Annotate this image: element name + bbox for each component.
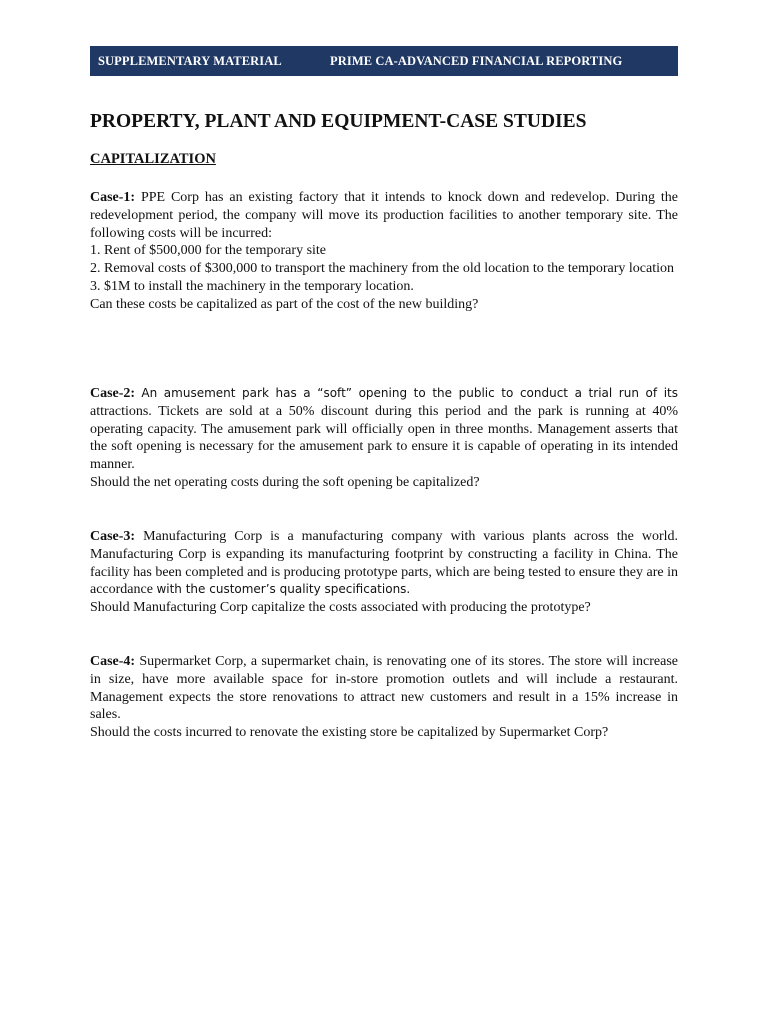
case-1 <box>90 189 678 314</box>
section-heading-capitalization: CAPITALIZATION <box>90 151 216 167</box>
case-3-intro <box>90 528 678 599</box>
case-3-label: Case-3: <box>90 529 136 544</box>
case-2 <box>90 385 678 492</box>
case-1-label: Case-1: <box>90 190 136 205</box>
case-2-label: Case-2: <box>90 386 136 401</box>
case-4-question: Should the costs incurred to renovate the existing store be capitalized by Supermarket Corp? <box>90 725 609 741</box>
case-4-intro <box>90 653 678 724</box>
header-course-label: PRIME CA-ADVANCED FINANCIAL REPORTING <box>330 53 623 68</box>
case-4 <box>90 653 678 742</box>
case-3 <box>90 528 678 617</box>
case-2-intro-rest: attractions. Tickets are sold at a 50% discount during this period and the park is running at 40% operating capacity. The amusement park will officially open in three months. Management asserts that the soft opening is necessary for the amusement park to ensure it is capable of operating in its intended manner. <box>90 403 678 473</box>
page-title: PROPERTY, PLANT AND EQUIPMENT-CASE STUDIES <box>90 111 587 132</box>
case-4-label: Case-4: <box>90 654 136 669</box>
case-2-question: Should the net operating costs during the soft opening be capitalized? <box>90 474 480 490</box>
case-1-intro-text: PPE Corp has an existing factory that it intends to knock down and redevelop. During the redevelopment period, the company will move its production facilities to another temporary site. The following costs will be incurred: <box>90 190 679 241</box>
case-1-intro <box>90 189 678 242</box>
case-3-intro-tail: with the customer’s quality specifications. <box>156 582 411 597</box>
header-supplementary-label: SUPPLEMENTARY MATERIAL <box>98 53 282 68</box>
case-1-item-2: 2. Removal costs of $300,000 to transport the machinery from the old location to the temporary location <box>90 261 674 277</box>
header-bar <box>90 46 678 76</box>
case-1-question: Can these costs be capitalized as part of the cost of the new building? <box>90 296 479 312</box>
case-4-intro-text: Supermarket Corp, a supermarket chain, is renovating one of its stores. The store will increase in size, have more available space for in-store promotion outlets and will include a restaurant. Management expects the store renovations to attract new customers and result in a 15% increase in sales. <box>90 654 679 723</box>
case-2-intro-first-line: An amusement park has a “soft” opening to the public to conduct a trial run of its <box>141 386 678 400</box>
case-1-item-1: 1. Rent of $500,000 for the temporary site <box>90 243 327 259</box>
case-1-item-3: 3. $1M to install the machinery in the temporary location. <box>90 278 414 294</box>
case-3-question: Should Manufacturing Corp capitalize the costs associated with producing the prototype? <box>90 600 591 616</box>
case-2-intro <box>90 385 678 474</box>
case-3-intro-text: Manufacturing Corp is a manufacturing company with various plants across the world. Manufacturing Corp is expanding its manufacturing footprint by constructing a facility in China. The facility has been completed and is producing prototype parts, which are being tested to ensure they are in accordance <box>90 529 678 598</box>
